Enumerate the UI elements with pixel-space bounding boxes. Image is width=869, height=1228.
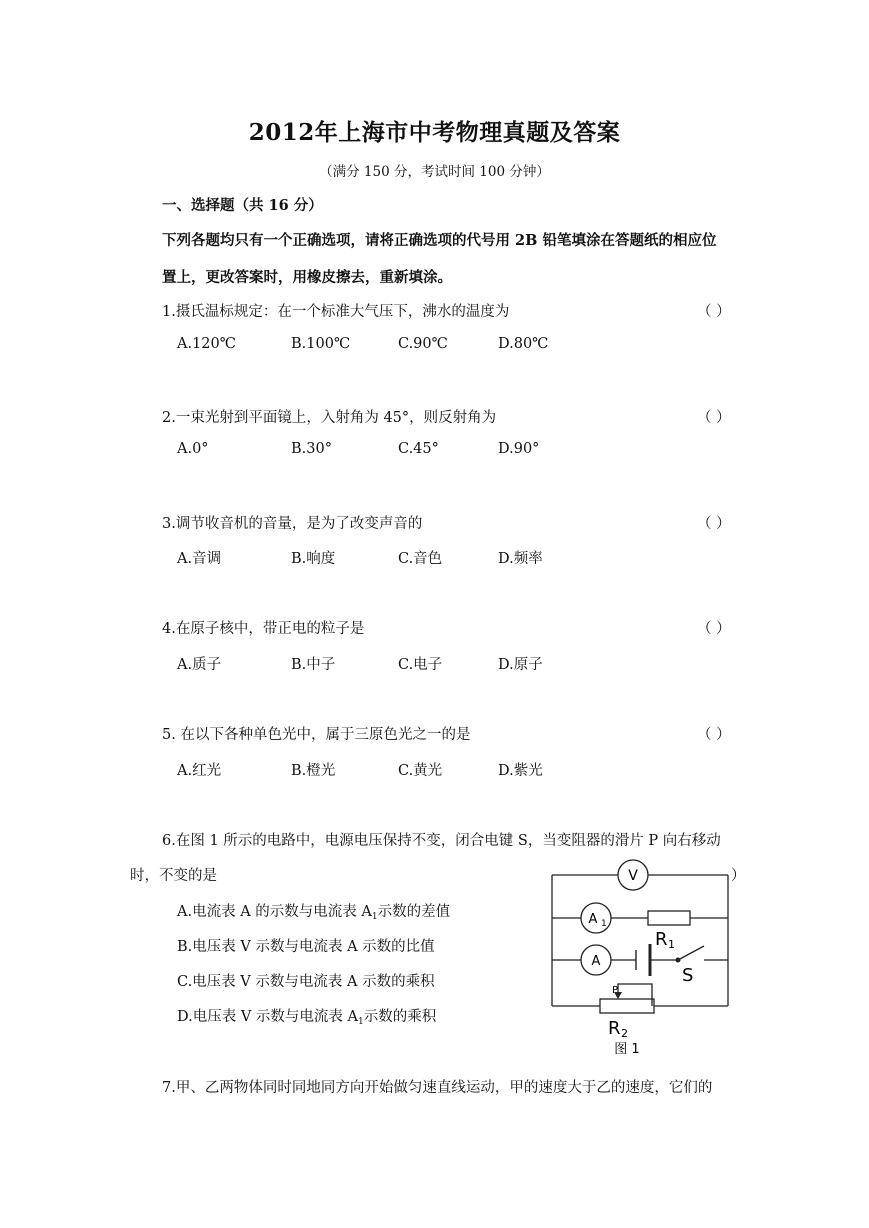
question-2-option-c: C.45° — [398, 441, 439, 457]
resistor-r1-label: R — [655, 929, 668, 950]
question-4-answer-paren: （ ） — [697, 621, 731, 637]
exam-subtitle: （满分 150 分，考试时间 100 分钟） — [319, 164, 550, 180]
question-1-option-a: A.120℃ — [177, 336, 236, 352]
question-5-stem: 5. 在以下各种单色光中，属于三原色光之一的是 — [162, 727, 471, 743]
question-1-stem: 1.摄氏温标规定：在一个标准大气压下，沸水的温度为 — [162, 304, 510, 320]
question-3-option-a: A.音调 — [177, 551, 222, 567]
question-3-option-d: D.频率 — [498, 551, 543, 567]
question-6-option-b: B.电压表 V 示数与电流表 A 示数的比值 — [177, 939, 435, 955]
instructions-line-1: 下列各题均只有一个正确选项，请将正确选项的代号用 2B 铅笔填涂在答题纸的相应位 — [162, 232, 717, 249]
question-2-stem: 2.一束光射到平面镜上，入射角为 45°，则反射角为 — [162, 410, 497, 426]
question-6-stem-line-2: 时，不变的是 — [130, 868, 217, 884]
question-4-option-d: D.原子 — [498, 657, 543, 673]
question-2-option-b: B.30° — [291, 441, 332, 457]
question-2-option-d: D.90° — [498, 441, 540, 457]
question-7-stem-line-1: 7.甲、乙两物体同时同地同方向开始做匀速直线运动，甲的速度大于乙的速度，它们的 — [162, 1080, 713, 1096]
question-6-option-d: D.电压表 V 示数与电流表 $A_1$示数的乘积 — [177, 1009, 437, 1027]
question-1-option-c: C.90℃ — [398, 336, 448, 352]
page-title: 2012年上海市中考物理真题及答案 — [248, 119, 621, 146]
ammeter-1-label: A — [588, 912, 598, 927]
question-5-option-a: A.红光 — [177, 763, 222, 779]
section-heading: 一、选择题（共 16 分） — [162, 197, 323, 214]
slider-p-label: P — [612, 985, 619, 996]
question-1-answer-paren: （ ） — [697, 304, 731, 320]
rheostat-r2-subscript: 2 — [621, 1027, 628, 1040]
switch-s-label: S — [682, 965, 694, 986]
question-6-option-c: C.电压表 V 示数与电流表 A 示数的乘积 — [177, 974, 435, 990]
question-4-stem: 4.在原子核中，带正电的粒子是 — [162, 621, 365, 637]
question-2-answer-paren: （ ） — [697, 410, 731, 426]
question-5-option-c: C.黄光 — [398, 763, 443, 779]
question-2-option-a: A.0° — [177, 441, 209, 457]
ammeter-1-subscript: 1 — [601, 919, 607, 929]
question-3-stem: 3.调节收音机的音量，是为了改变声音的 — [162, 516, 423, 532]
question-1-option-d: D.80℃ — [498, 336, 549, 352]
question-4-option-c: C.电子 — [398, 657, 443, 673]
question-3-option-b: B.响度 — [291, 551, 336, 567]
question-6-stem-line-1: 6.在图 1 所示的电路中，电源电压保持不变，闭合电键 S，当变阻器的滑片 P 向右移动 — [162, 833, 721, 849]
question-5-option-d: D.紫光 — [498, 763, 543, 779]
question-6-option-a: A.电流表 A 的示数与电流表 $A_1$示数的差值 — [177, 904, 451, 922]
question-4-option-a: A.质子 — [177, 657, 222, 673]
ammeter-label: A — [591, 954, 601, 969]
rheostat-r2-label: R — [608, 1018, 621, 1039]
question-3-option-c: C.音色 — [398, 551, 443, 567]
question-1-option-b: B.100℃ — [291, 336, 351, 352]
question-5-answer-paren: （ ） — [697, 727, 731, 743]
resistor-r1-subscript: 1 — [668, 938, 675, 951]
voltmeter-label: V — [628, 868, 638, 884]
figure-1-circuit-diagram — [540, 852, 740, 1062]
question-5-option-b: B.橙光 — [291, 763, 336, 779]
question-4-option-b: B.中子 — [291, 657, 336, 673]
figure-1-caption: 图 1 — [614, 1042, 640, 1057]
question-3-answer-paren: （ ） — [697, 516, 731, 532]
instructions-line-2: 置上，更改答案时，用橡皮擦去，重新填涂。 — [162, 269, 452, 286]
question-6-answer-paren-end: ） — [731, 868, 746, 884]
